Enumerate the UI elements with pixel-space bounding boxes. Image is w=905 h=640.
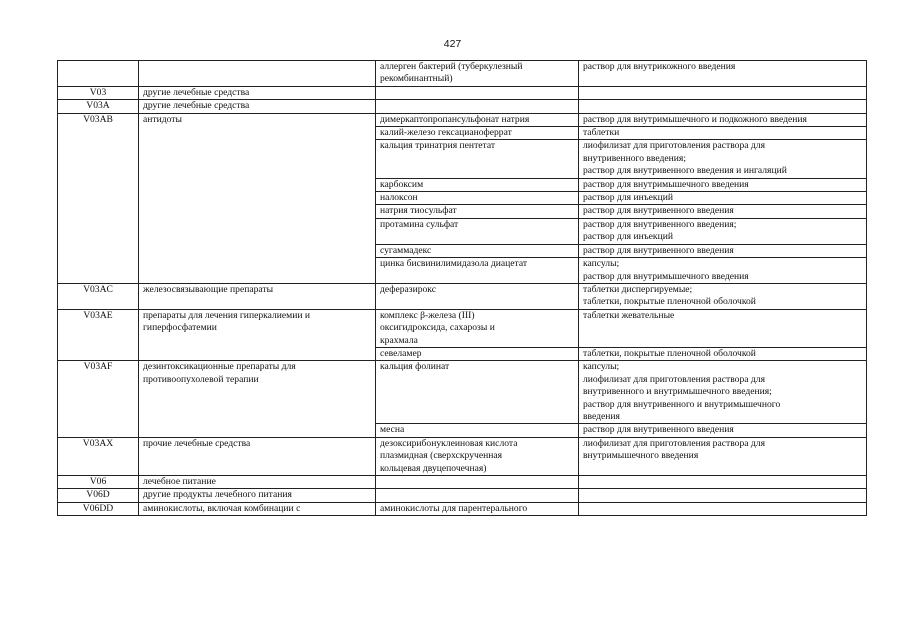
drug-name-line: [380, 489, 574, 501]
group-line: другие лечебные средства: [143, 86, 250, 98]
table-row: [58, 309, 867, 347]
dosage-form-line: таблетки диспергируемые;: [583, 283, 693, 295]
dosage-form-line: [583, 503, 862, 515]
dosage-form-cell: [579, 489, 867, 502]
drug-name-line: [380, 100, 574, 112]
drug-name-cell: [376, 113, 579, 126]
dosage-form-cell: [579, 86, 867, 99]
atc-group-cell: [139, 361, 376, 437]
table-row: [58, 437, 867, 475]
dosage-form-cell: [579, 424, 867, 437]
drug-name-line: натрия тиосульфат: [380, 205, 457, 217]
drug-name-cell: [376, 61, 579, 87]
dosage-form-line: раствор для внутрикожного введения: [583, 61, 736, 72]
dosage-form-cell: [579, 309, 867, 347]
drug-name-cell: [376, 309, 579, 347]
dosage-form-cell: [579, 205, 867, 218]
drug-name-cell: [376, 218, 579, 244]
dosage-form-line: капсулы;: [583, 361, 620, 373]
drug-name-cell: [376, 140, 579, 178]
drug-name-cell: [376, 100, 579, 113]
group-line: прочие лечебные средства: [143, 437, 251, 449]
dosage-form-cell: [579, 361, 867, 424]
table-row: [58, 489, 867, 502]
dosage-form-cell: [579, 347, 867, 360]
drug-name-cell: [376, 424, 579, 437]
drug-name-line: рекомбинантный): [380, 73, 453, 85]
atc-code-cell: V03AB: [58, 113, 139, 283]
dosage-form-cell: [579, 127, 867, 140]
dosage-form-line: раствор для инъекций: [583, 192, 673, 204]
atc-code-cell: V03A: [58, 100, 139, 113]
dosage-form-cell: [579, 437, 867, 475]
dosage-form-cell: [579, 61, 867, 87]
drug-name-line: месна: [380, 424, 405, 436]
drug-name-line: аллерген бактерий (туберкулезный: [380, 61, 523, 72]
atc-code-cell: V03AC: [58, 283, 139, 309]
atc-code-cell: V03AE: [58, 309, 139, 361]
atc-code-cell: V03AX: [58, 437, 139, 475]
atc-group-cell: [139, 113, 376, 283]
drug-name-cell: [376, 244, 579, 257]
dosage-form-cell: [579, 178, 867, 191]
drug-name-cell: [376, 258, 579, 284]
table-row: [58, 476, 867, 489]
dosage-form-cell: [579, 502, 867, 515]
group-line: гиперфосфатемии: [143, 322, 217, 334]
dosage-form-line: раствор для инъекций: [583, 231, 673, 243]
group-line: железосвязывающие препараты: [143, 283, 274, 295]
drug-name-cell: [376, 489, 579, 502]
dosage-form-cell: [579, 140, 867, 178]
drug-name-cell: [376, 361, 579, 424]
drug-name-line: сугаммадекс: [380, 244, 432, 256]
atc-group-cell: [139, 283, 376, 309]
dosage-form-line: введения: [583, 410, 620, 422]
table-row: [58, 361, 867, 424]
drug-name-cell: [376, 178, 579, 191]
group-line: антидоты: [143, 113, 182, 125]
dosage-form-line: лиофилизат для приготовления раствора для: [583, 373, 765, 385]
dosage-form-line: лиофилизат для приготовления раствора для: [583, 140, 765, 152]
atc-table-body: [58, 61, 867, 516]
atc-code-cell: V06D: [58, 489, 139, 502]
atc-code-cell: V06: [58, 476, 139, 489]
dosage-form-line: раствор для внутримышечного введения: [583, 270, 749, 282]
table-row: [58, 283, 867, 309]
dosage-form-cell: [579, 192, 867, 205]
dosage-form-line: раствор для внутривенного введения: [583, 244, 734, 256]
dosage-form-line: внутривенного введения;: [583, 152, 687, 164]
dosage-form-line: [583, 476, 862, 488]
dosage-form-cell: [579, 244, 867, 257]
group-line: дезинтоксикационные препараты для: [143, 361, 296, 373]
dosage-form-line: таблетки, покрытые пленочной оболочкой: [583, 347, 756, 359]
drug-name-cell: [376, 86, 579, 99]
table-row: [58, 86, 867, 99]
drug-name-line: комплекс β-железа (III): [380, 309, 475, 321]
group-line: препараты для лечения гиперкалиемии и: [143, 309, 311, 321]
atc-group-cell: [139, 489, 376, 502]
drug-name-line: плазмидная (сверхскрученная: [380, 450, 503, 462]
dosage-form-line: таблетки жевательные: [583, 309, 675, 321]
dosage-form-line: раствор для внутривенного введения;: [583, 218, 737, 230]
drug-name-line: налоксон: [380, 192, 418, 204]
drug-name-line: севеламер: [380, 347, 422, 359]
drug-name-line: кальция тринатрия пентетат: [380, 140, 496, 152]
drug-name-line: калий-железо гексацианоферрат: [380, 127, 512, 139]
dosage-form-line: капсулы;: [583, 258, 620, 270]
drug-name-cell: [376, 205, 579, 218]
atc-drug-table: [57, 60, 867, 516]
drug-name-line: карбоксим: [380, 178, 424, 190]
atc-group-cell: [139, 476, 376, 489]
atc-code-cell: V03AF: [58, 361, 139, 437]
atc-code-cell: V03: [58, 86, 139, 99]
dosage-form-line: [583, 100, 862, 112]
atc-group-cell: [139, 309, 376, 361]
group-line: противоопухолевой терапии: [143, 373, 259, 385]
drug-name-line: димеркаптопропансульфонат натрия: [380, 113, 530, 125]
table-row: [58, 61, 867, 87]
drug-name-cell: [376, 283, 579, 309]
drug-name-cell: [376, 476, 579, 489]
drug-name-line: цинка бисвинилимидазола диацетат: [380, 258, 528, 270]
drug-name-line: аминокислоты для парентерального: [380, 502, 528, 514]
drug-name-cell: [376, 192, 579, 205]
drug-name-cell: [376, 437, 579, 475]
dosage-form-line: [583, 489, 862, 501]
drug-name-cell: [376, 502, 579, 515]
drug-name-cell: [376, 127, 579, 140]
table-row: [58, 113, 867, 126]
drug-name-line: кольцевая двуцепочечная): [380, 462, 487, 474]
drug-name-line: крахмала: [380, 334, 418, 346]
dosage-form-cell: [579, 283, 867, 309]
drug-name-line: деферазирокс: [380, 283, 436, 295]
dosage-form-line: раствор для внутримышечного и подкожного введения: [583, 113, 807, 125]
drug-name-line: дезоксирибонуклеиновая кислота: [380, 437, 518, 449]
group-line: другие продукты лечебного питания: [143, 489, 292, 501]
drug-name-line: кальция фолинат: [380, 361, 450, 373]
atc-group-cell: [139, 437, 376, 475]
dosage-form-cell: [579, 476, 867, 489]
drug-name-line: оксигидроксида, сахарозы и: [380, 322, 495, 334]
dosage-form-cell: [579, 113, 867, 126]
group-line: другие лечебные средства: [143, 100, 250, 112]
dosage-form-line: раствор для внутривенного введения: [583, 205, 734, 217]
drug-name-line: [380, 476, 574, 488]
table-row: [58, 502, 867, 515]
dosage-form-line: раствор для внутривенного и внутримышечного: [583, 398, 781, 410]
dosage-form-line: [583, 87, 862, 99]
dosage-form-line: таблетки: [583, 127, 620, 139]
group-line: лечебное питание: [143, 476, 216, 487]
atc-code-cell: [58, 61, 139, 87]
dosage-form-line: раствор для внутримышечного введения: [583, 178, 749, 190]
atc-group-cell: [139, 100, 376, 113]
dosage-form-cell: [579, 258, 867, 284]
drug-name-line: протамина сульфат: [380, 218, 459, 230]
dosage-form-line: лиофилизат для приготовления раствора для: [583, 437, 765, 449]
dosage-form-line: внутривенного и внутримышечного введения;: [583, 386, 772, 398]
dosage-form-cell: [579, 218, 867, 244]
dosage-form-line: таблетки, покрытые пленочной оболочкой: [583, 296, 756, 308]
atc-group-cell: [139, 61, 376, 87]
group-line: аминокислоты, включая комбинации с: [143, 502, 301, 514]
table-row: [58, 100, 867, 113]
dosage-form-cell: [579, 100, 867, 113]
dosage-form-line: внутримышечного введения: [583, 450, 699, 462]
atc-code-cell: V06DD: [58, 502, 139, 515]
dosage-form-line: раствор для внутривенного введения: [583, 424, 734, 436]
atc-group-cell: [139, 86, 376, 99]
page-number: 427: [443, 38, 462, 50]
drug-name-line: [380, 87, 574, 99]
atc-group-cell: [139, 502, 376, 515]
drug-name-cell: [376, 347, 579, 360]
dosage-form-line: раствор для внутривенного введения и ингаляций: [583, 165, 787, 177]
